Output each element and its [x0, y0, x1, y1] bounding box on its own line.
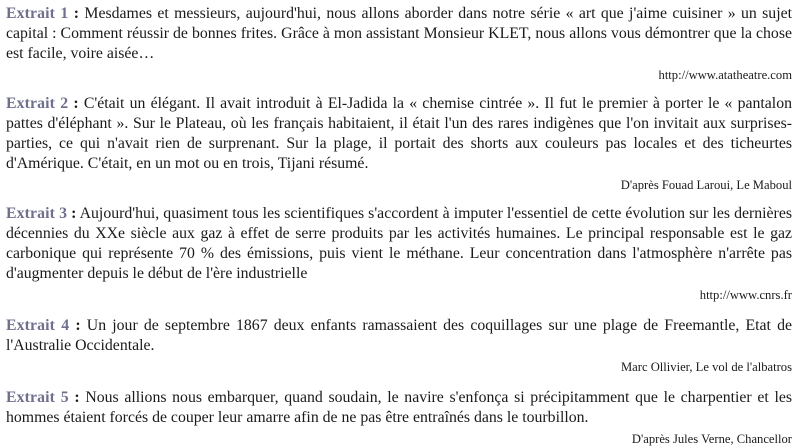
extract-3-label: Extrait 3 — [6, 205, 68, 222]
extract-2-label: Extrait 2 — [6, 95, 69, 112]
extract-4 — [6, 316, 792, 376]
document-page — [6, 4, 792, 448]
extract-5-paragraph — [6, 388, 792, 428]
extract-1-source: http://www.atatheatre.com — [658, 68, 792, 82]
extract-5-source: D'après Jules Verne, Chancellor — [631, 432, 792, 446]
extract-2-paragraph — [6, 94, 792, 174]
extract-3 — [6, 204, 792, 304]
extract-5 — [6, 388, 792, 448]
extract-2 — [6, 94, 792, 194]
extract-4-paragraph — [6, 316, 792, 356]
extract-5-label: Extrait 5 — [6, 389, 69, 406]
extract-3-paragraph — [6, 204, 792, 284]
extract-5-text: Nous allions nous embarquer, quand soudain, le navire s'enfonça si précipitamment que le charpentier et les hommes étaient forcés de couper leur amarre afin de ne pas être entraînés dans le tourbillon. — [6, 389, 792, 426]
extract-1-label: Extrait 1 — [6, 5, 69, 22]
extract-3-source: http://www.cnrs.fr — [699, 288, 792, 302]
extract-5-colon: : — [68, 389, 80, 406]
extract-4-text: Un jour de septembre 1867 deux enfants ramassaient des coquillages sur une plage de Freemantle, Etat de l'Australie Occidentale. — [6, 317, 792, 354]
extract-1-text: Mesdames et messieurs, aujourd'hui, nous allons aborder dans notre série « art que j'aime cuisiner » un sujet capital : Comment réussir de bonnes frites. Grâce à mon assistant Monsieur KLET, nous allons vous démontrer que la chose est facile, voire aisée… — [6, 5, 792, 62]
extract-1 — [6, 4, 792, 84]
extract-1-colon: : — [68, 5, 80, 22]
extract-1-paragraph — [6, 4, 792, 64]
extract-4-label: Extrait 4 — [6, 317, 70, 334]
extract-2-source: D'après Fouad Laroui, Le Maboul — [620, 178, 792, 192]
extract-4-source: Marc Ollivier, Le vol de l'albatros — [620, 360, 792, 374]
extract-2-colon: : — [68, 95, 79, 112]
extract-2-text: C'était un élégant. Il avait introduit à El-Jadida la « chemise cintrée ». Il fut le premier à porter le « pantalon pattes d'éléphant ». Sur le Plateau, où les français habitaient, il était l'un des rares indigènes que l'on invitait aux surprises-parties, ce qui n'avait rien de surprenant. Sur la plage, il portait des shorts aux couleurs pas locales et des ticheurtes d'Amérique. C'était, en un mot ou en trois, Tijani résumé. — [6, 95, 792, 172]
extract-4-colon: : — [69, 317, 81, 334]
extract-3-text: Aujourd'hui, quasiment tous les scientifiques s'accordent à imputer l'essentiel de cette évolution sur les dernières décennies du XXe siècle aux gaz à effet de serre produits par les activités humaines. Le principal responsable est le gaz carbonique qui représente 70 % des émissions, puis vient le méthane. Leur concentration dans l'atmosphère n'arrête pas d'augmenter depuis le début de l'ère industrielle — [6, 205, 792, 282]
extract-3-colon: : — [67, 205, 77, 222]
